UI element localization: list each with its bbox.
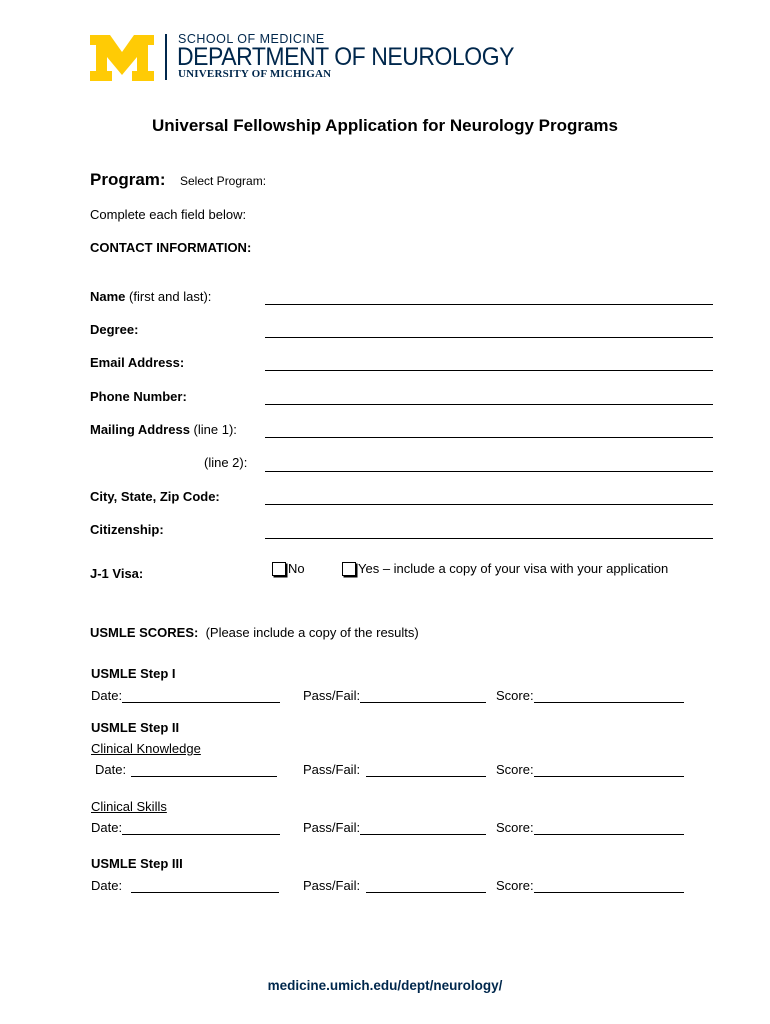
step3-score-field[interactable] [534, 878, 684, 893]
city-state-zip-label: City, State, Zip Code: [90, 489, 220, 504]
logo-school-name: SCHOOL OF MEDICINE [178, 32, 325, 46]
step2cs-score-label: Score: [496, 820, 534, 835]
citizenship-label: Citizenship: [90, 522, 164, 537]
j1-visa-label: J-1 Visa: [90, 566, 144, 581]
visa-yes-option[interactable] [342, 561, 668, 576]
visa-no-label: No [288, 561, 305, 576]
address-line1-note: (line 1): [189, 422, 237, 437]
step2cs-passfail-row [303, 820, 486, 835]
step3-date-row [91, 878, 279, 893]
name-label-text: Name [90, 289, 126, 304]
university-block-m-logo [90, 35, 154, 81]
step3-score-row [496, 878, 684, 893]
usmle-step2-heading: USMLE Step II [91, 720, 180, 735]
visa-no-checkbox[interactable] [272, 562, 286, 576]
logo-department-name: DEPARTMENT OF NEUROLOGY [177, 43, 515, 71]
instructions-text: Complete each field below: [90, 207, 247, 222]
email-field[interactable] [265, 354, 713, 371]
step1-passfail-label: Pass/Fail: [303, 688, 361, 703]
visa-yes-checkbox[interactable] [342, 562, 356, 576]
step1-passfail-row [303, 688, 486, 703]
step2ck-date-label: Date: [95, 762, 127, 777]
step2cs-date-label: Date: [91, 820, 123, 835]
department-website-link[interactable]: medicine.umich.edu/dept/neurology/ [267, 978, 503, 993]
program-label: Program: [90, 170, 166, 189]
name-label [90, 289, 211, 304]
step2ck-passfail-row [303, 762, 486, 777]
step2ck-date-field[interactable] [131, 762, 277, 777]
step1-passfail-field[interactable] [360, 688, 486, 703]
city-state-zip-field[interactable] [265, 488, 713, 505]
step3-passfail-label: Pass/Fail: [303, 878, 361, 893]
clinical-skills-heading: Clinical Skills [91, 799, 167, 814]
step3-passfail-field[interactable] [366, 878, 486, 893]
step2cs-score-row [496, 820, 684, 835]
step3-date-field[interactable] [131, 878, 279, 893]
degree-field[interactable] [265, 321, 713, 338]
step1-score-row [496, 688, 684, 703]
logo-divider [165, 34, 167, 80]
step2ck-passfail-label: Pass/Fail: [303, 762, 361, 777]
usmle-step3-heading: USMLE Step III [91, 856, 183, 871]
step2cs-passfail-label: Pass/Fail: [303, 820, 361, 835]
step1-date-field[interactable] [122, 688, 280, 703]
step2cs-date-row [91, 820, 280, 835]
page-title: Universal Fellowship Application for Neurology Programs [151, 116, 618, 135]
visa-yes-label: Yes – include a copy of your visa with your application [358, 561, 669, 576]
usmle-step1-heading: USMLE Step I [91, 666, 176, 681]
contact-section-heading: CONTACT INFORMATION: [90, 240, 252, 255]
phone-label: Phone Number: [90, 389, 187, 404]
step1-score-field[interactable] [534, 688, 684, 703]
phone-field[interactable] [265, 388, 713, 405]
step2cs-date-field[interactable] [122, 820, 280, 835]
clinical-knowledge-heading: Clinical Knowledge [91, 741, 201, 756]
address-line1-field[interactable] [265, 421, 713, 438]
step1-date-row [91, 688, 280, 703]
step2cs-score-field[interactable] [534, 820, 684, 835]
step2ck-score-row [496, 762, 684, 777]
step2cs-passfail-field[interactable] [360, 820, 486, 835]
usmle-heading-note: (Please include a copy of the results) [198, 625, 419, 640]
name-field[interactable] [265, 288, 713, 305]
degree-label: Degree: [90, 322, 139, 337]
address-line2-label: (line 2): [204, 455, 248, 470]
address-label-text: Mailing Address [90, 422, 190, 437]
step2ck-score-field[interactable] [534, 762, 684, 777]
visa-no-option[interactable] [272, 561, 305, 576]
program-select[interactable]: Select Program: [180, 174, 267, 188]
step3-date-label: Date: [91, 878, 123, 893]
step3-passfail-row [303, 878, 486, 893]
step2ck-score-label: Score: [496, 762, 534, 777]
step2ck-passfail-field[interactable] [366, 762, 486, 777]
email-label: Email Address: [90, 355, 185, 370]
step2ck-date-row [95, 762, 277, 777]
step3-score-label: Score: [496, 878, 534, 893]
citizenship-field[interactable] [265, 522, 713, 539]
usmle-section-heading [90, 625, 419, 640]
logo-university-name: UNIVERSITY OF MICHIGAN [178, 68, 332, 80]
usmle-heading-text: USMLE SCORES: [90, 625, 199, 640]
step1-score-label: Score: [496, 688, 534, 703]
address-line1-label [90, 422, 237, 437]
step1-date-label: Date: [91, 688, 123, 703]
name-label-note: (first and last): [125, 289, 212, 304]
address-line2-field[interactable] [265, 455, 713, 472]
